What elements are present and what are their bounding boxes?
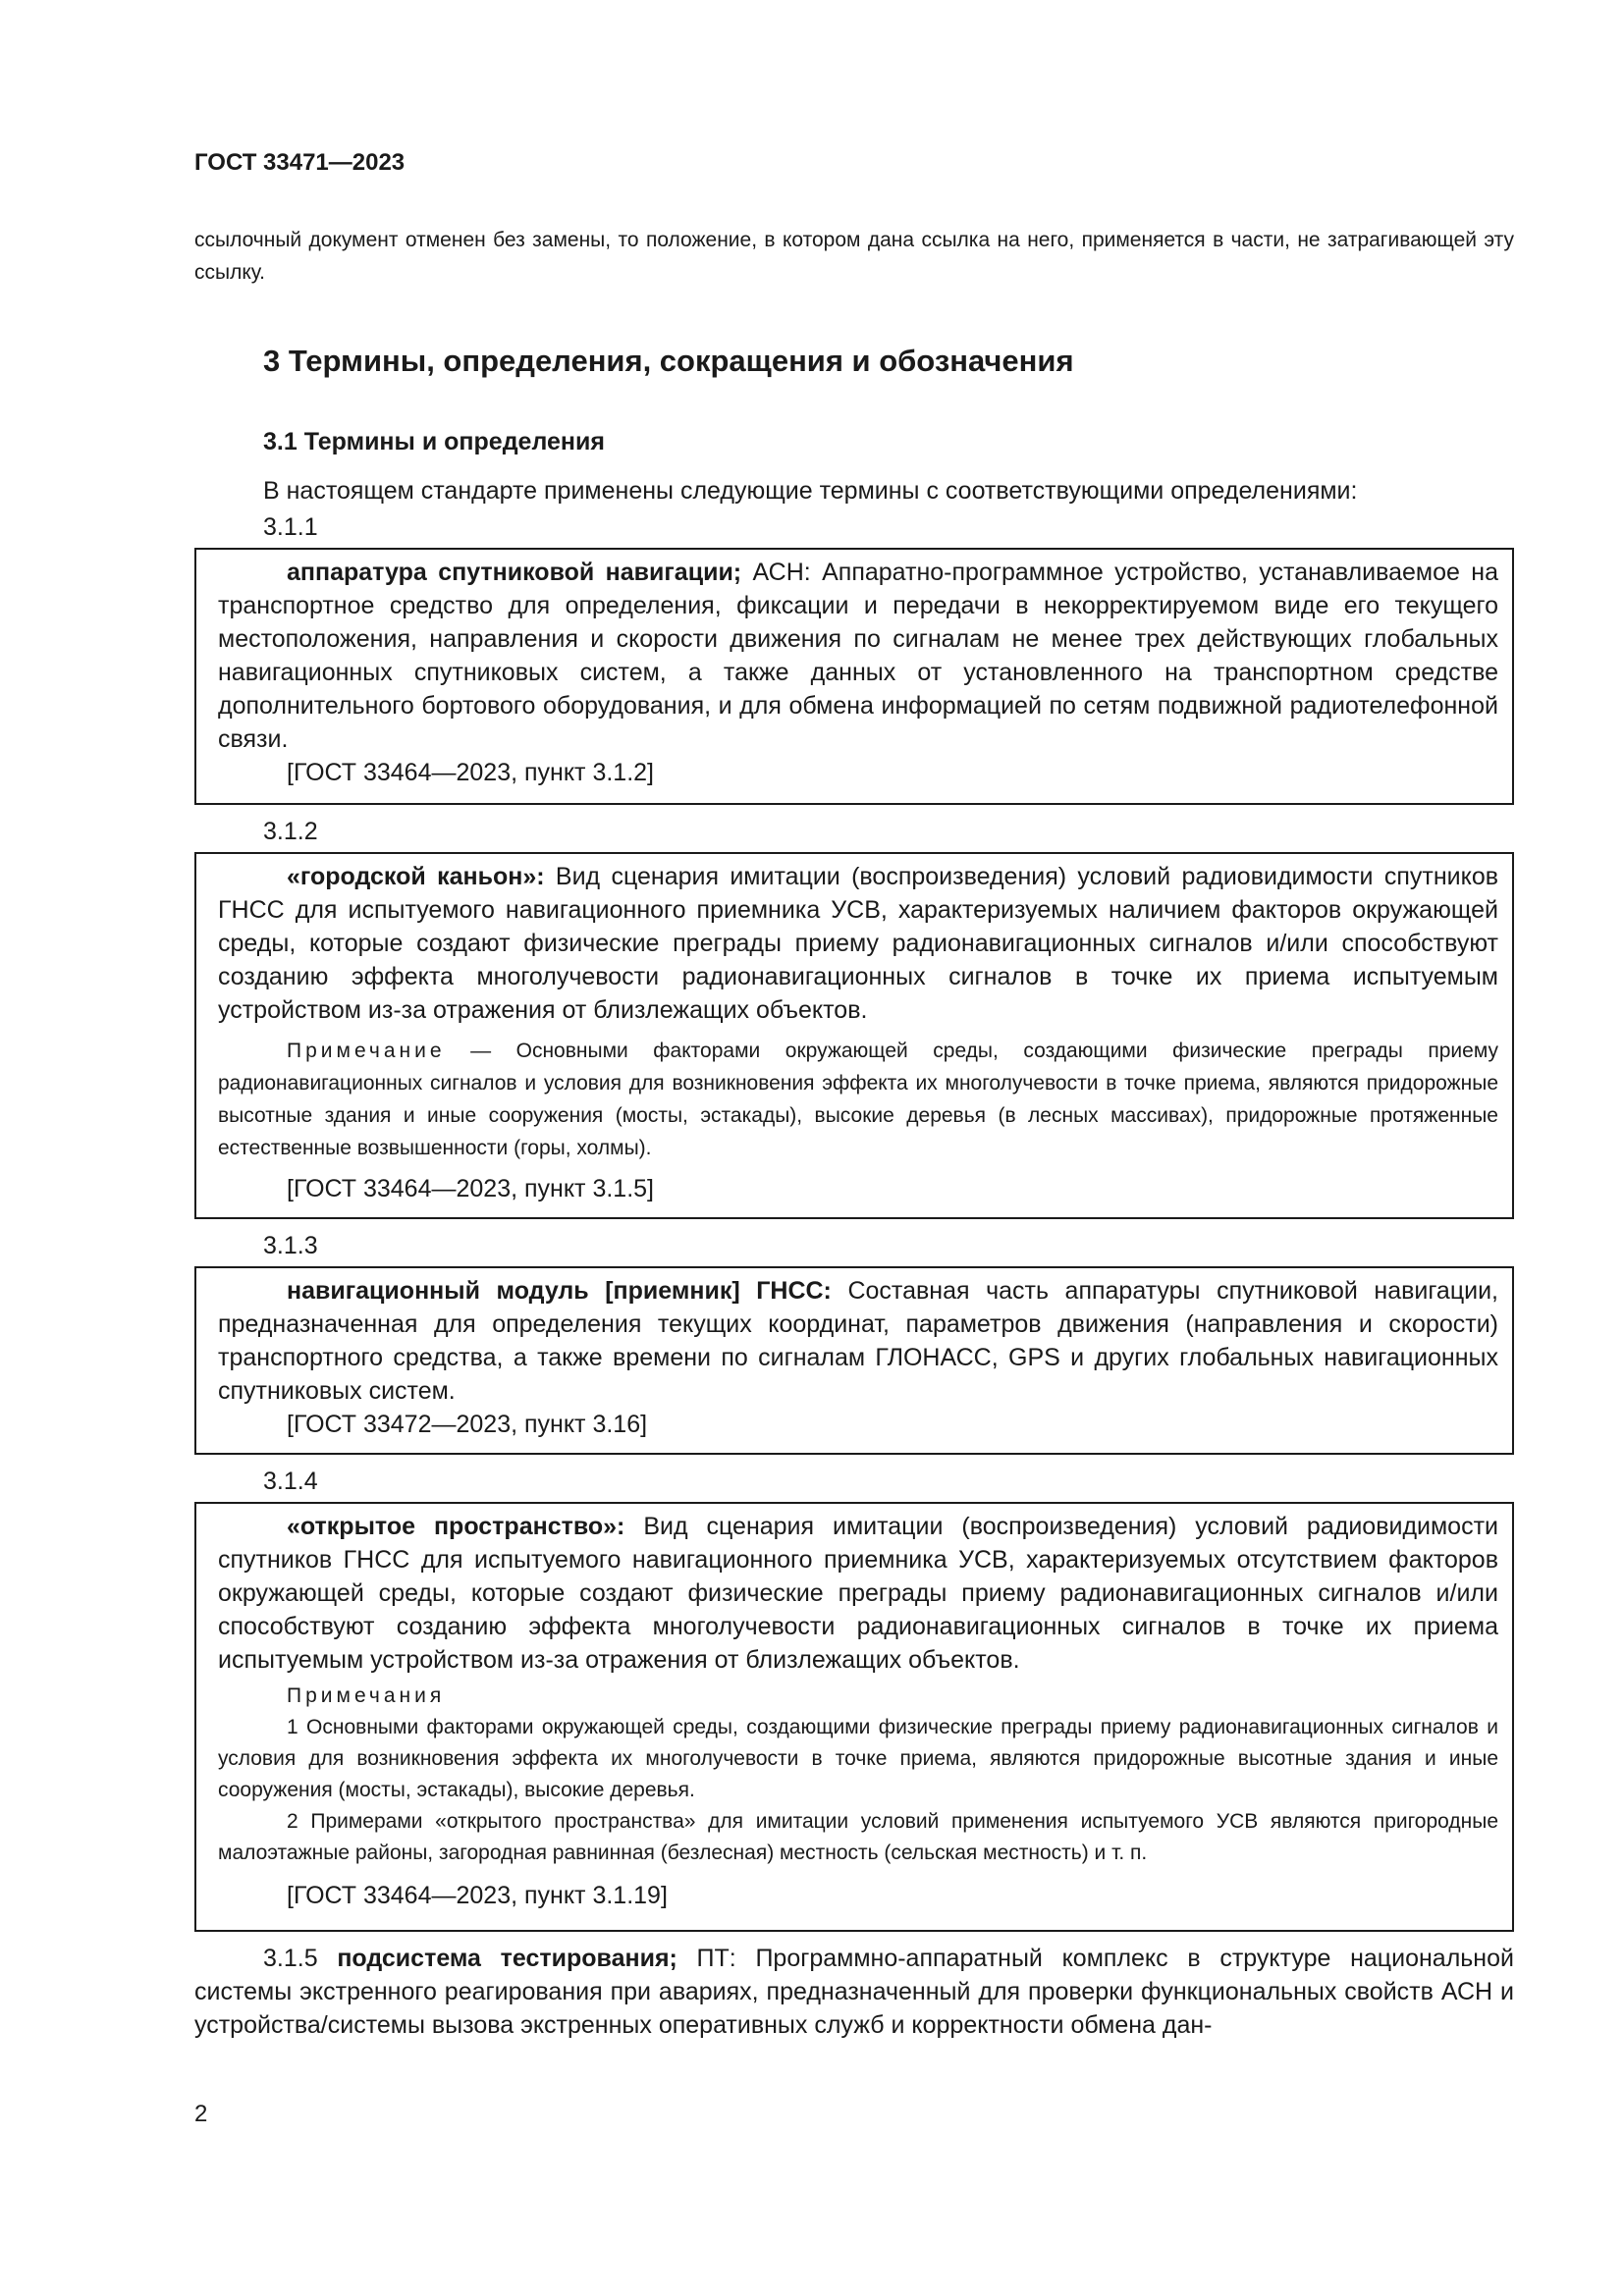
section-title: 3 Термины, определения, сокращения и обозначения — [263, 344, 1074, 378]
term-source: [ГОСТ 33464—2023, пункт 3.1.5] — [287, 1175, 654, 1202]
lead-paragraph: В настоящем стандарте применены следующие термины с соответствующими определениями: — [263, 477, 1358, 505]
term-definition: навигационный модуль [приемник] ГНСС: Составная часть аппаратуры спутниковой навигации, предназначенная для определения текущих координат, параметров движения (направления и скорости) транспортного средства, а также времени по сигналам ГЛОНАСС, GPS и других глобальных навигационных спутниковых систем. — [218, 1277, 1499, 1405]
subsection-title: 3.1 Термины и определения — [263, 428, 605, 455]
term-name: «открытое пространство»: — [287, 1513, 625, 1540]
term-number: 3.1.1 — [263, 513, 318, 541]
page-number: 2 — [194, 2101, 208, 2127]
term-number: 3.1.2 — [263, 818, 318, 845]
term-note: Примечание — Основными факторами окружающей среды, создающими физические преграды приему радионавигационных сигналов и условия для возникновения эффекта их многолучевости в точке приема, являются придорожные высотные здания и иные сооружения (мосты, эстакады), высокие деревья (в лесных массивах), придорожные протяженные естественные возвышенности (горы, холмы). — [218, 1040, 1498, 1159]
term-name: навигационный модуль [приемник] ГНСС: — [287, 1277, 832, 1305]
term-definition: аппаратура спутниковой навигации; АСН: Аппаратно-программное устройство, устанавливаемое на транспортное средство для определения, фиксации и передачи в некорректируемом виде его текущего местоположения, направления и скорости движения по сигналам не менее трех действующих глобальных навигационных спутниковых систем, а также данных от установленного на транспортном средстве дополнительного бортового оборудования, и для обмена информацией по сетям подвижной радиотелефонной связи. — [218, 559, 1498, 753]
term-box — [194, 548, 1514, 805]
term-paragraph-3-1-5: 3.1.5 подсистема тестирования; ПТ: Программно-аппаратный комплекс в структуре национальной системы экстренного реагирования при авариях, предназначенный для проверки функциональных свойств АСН и устройства/системы вызова экстренных оперативных служб и корректности обмена дан- — [194, 1945, 1514, 2039]
note-label: Примечание — [287, 1040, 446, 1062]
document-code: ГОСТ 33471—2023 — [194, 149, 406, 176]
intro-paragraph: ссылочный документ отменен без замены, то положение, в котором дана ссылка на него, применяется в части, не затрагивающей эту ссылку. — [194, 229, 1514, 284]
term-box — [194, 852, 1514, 1219]
term-name: аппаратура спутниковой навигации; — [287, 559, 742, 586]
term-source: [ГОСТ 33472—2023, пункт 3.16] — [287, 1411, 648, 1438]
term-name: подсистема тестирования; — [337, 1945, 677, 1972]
term-box — [194, 1502, 1514, 1932]
term-source: [ГОСТ 33464—2023, пункт 3.1.19] — [287, 1882, 668, 1909]
term-source: [ГОСТ 33464—2023, пункт 3.1.2] — [287, 759, 654, 786]
notes-label: Примечания — [287, 1684, 446, 1707]
term-name: «городской каньон»: — [287, 863, 545, 890]
term-definition: «открытое пространство»: Вид сценария имитации (воспроизведения) условий радиовидимости спутников ГНСС для испытуемого навигационного приемника УСВ, характеризуемых отсутствием факторов окружающей среды, которые создают физические преграды приему радионавигационных сигналов и/или способствуют созданию эффекта многолучевости радионавигационных сигналов в точке их приема испытуемым устройством из-за отражения от близлежащих объектов. — [218, 1513, 1499, 1674]
note-item: 1 Основными факторами окружающей среды, создающими физические преграды приему радионавигационных сигналов и условия для возникновения эффекта их многолучевости в точке приема, являются придорожные высотные здания и иные сооружения (мосты, эстакады), высокие деревья. — [218, 1716, 1498, 1801]
term-number: 3.1.3 — [263, 1232, 318, 1259]
note-item: 2 Примерами «открытого пространства» для имитации условий применения испытуемого УСВ являются пригородные малоэтажные районы, загородная равнинная (безлесная) местность (сельская местность) и т. п. — [218, 1810, 1498, 1864]
term-definition: «городской каньон»: Вид сценария имитации (воспроизведения) условий радиовидимости спутников ГНСС для испытуемого навигационного приемника УСВ, характеризуемых наличием факторов окружающей среды, которые создают физические преграды приему радионавигационных сигналов и/или способствуют созданию эффекта многолучевости радионавигационных сигналов в точке их приема испытуемым устройством из-за отражения от близлежащих объектов. — [218, 863, 1499, 1024]
term-number: 3.1.4 — [263, 1468, 318, 1495]
term-box — [194, 1266, 1514, 1455]
term-number: 3.1.5 — [263, 1945, 338, 1972]
